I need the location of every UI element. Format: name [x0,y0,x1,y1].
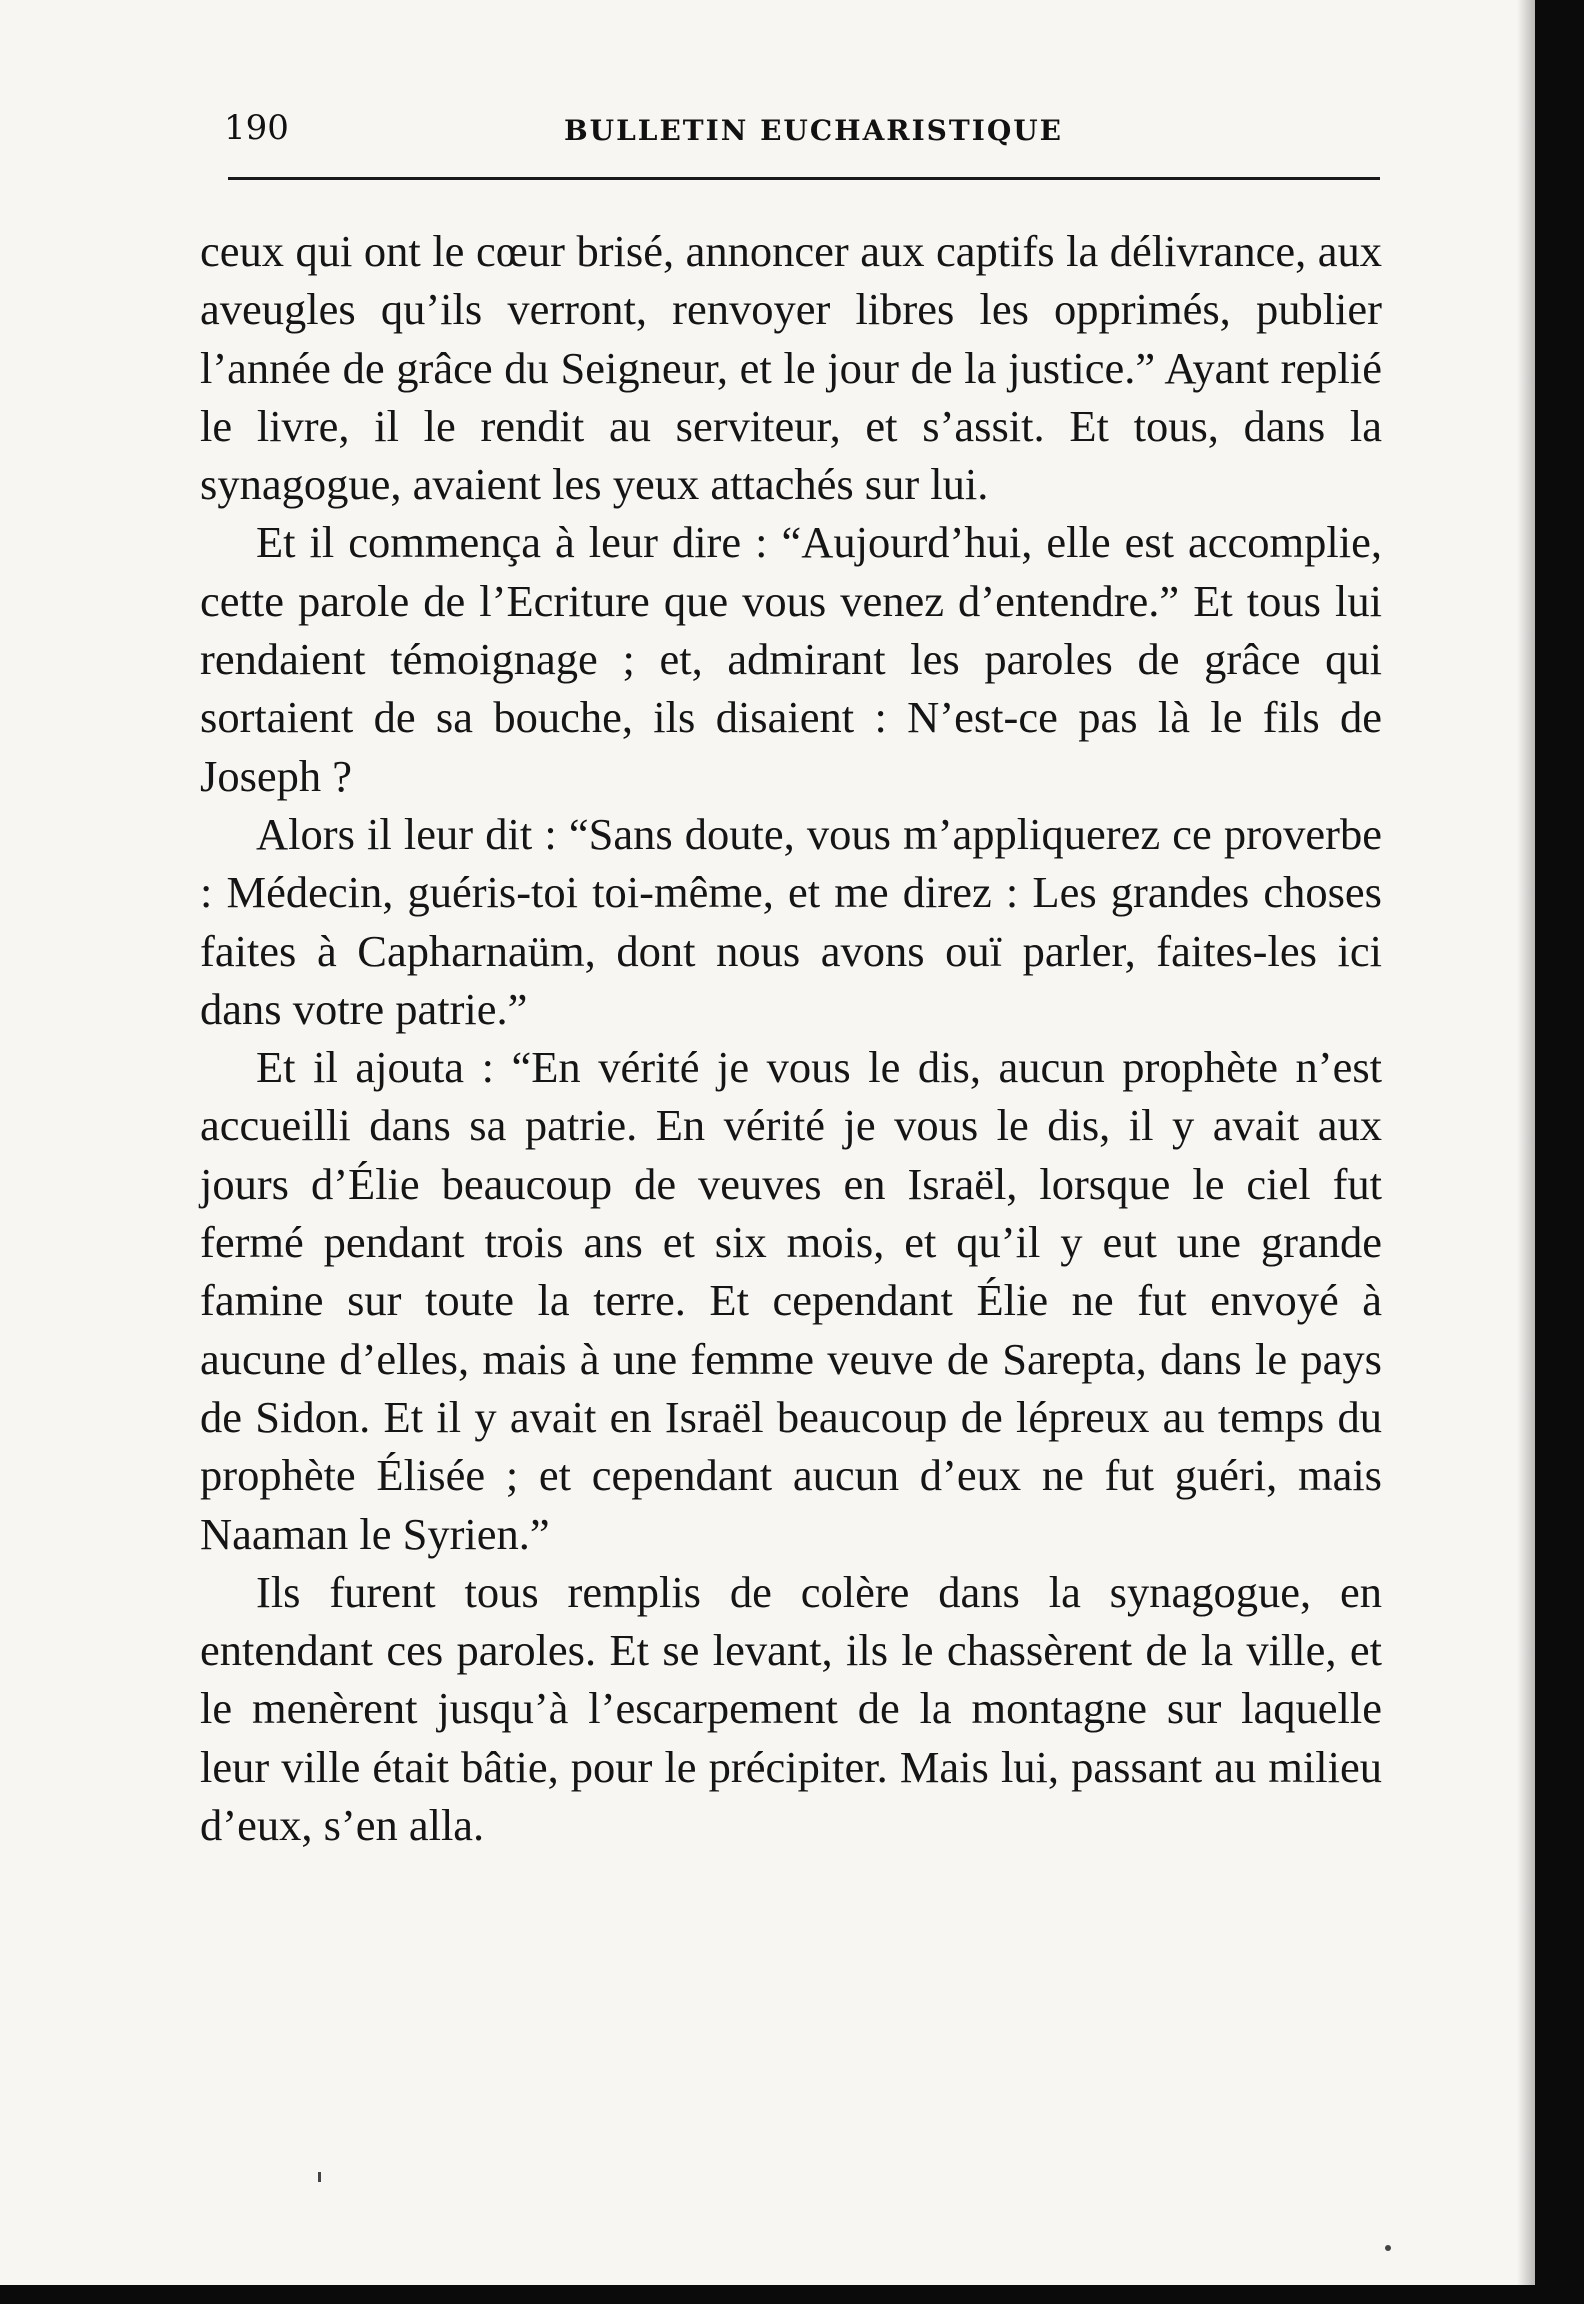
running-title: BULLETIN EUCHARISTIQUE [564,114,1063,147]
paragraph-5: Ils furent tous remplis de colère dans la synagogue, en entendant ces paroles. Et se levant, ils le chassèrent de la ville, et le menèrent jusqu’à l’escarpement de la montagne sur laquelle leur ville était bâtie, pour le précipiter. Mais lui, passant au milieu d’eux, s’en alla. [200,1566,1382,1851]
paragraph-4: Et il ajouta : “En vérité je vous le dis, aucun prophète n’est accueilli dans sa patrie. En vérité je vous le dis, il y avait aux jours d’Élie beaucoup de veuves en Israël, lorsque le ciel fut fermé pendant trois ans et six mois, et qu’il y eut une grande famine sur toute la terre. Et cependant Élie ne fut envoyé à aucune d’elles, mais à une femme veuve de Sarepta, dans le pays de Sidon. Et il y avait en Israël beaucoup de lépreux au temps du prophète Élisée ; et cependant aucun d’eux ne fut guéri, mais Naaman le Syrien.” [200,1042,1382,1559]
paragraph-3: Alors il leur dit : “Sans doute, vous m’appliquerez ce proverbe : Médecin, guéris-toi toi-même, et me direz : Les grandes choses faites à Capharnaüm, dont nous avons ouï parler, faites-les ici dans votre patrie.” [200,808,1382,1034]
paragraph-2: Et il commença à leur dire : “Aujourd’hui, elle est accomplie, cette parole de l’Ecriture que vous venez d’entendre.” Et tous lui rendaient témoignage ; et, admirant les paroles de grâce qui sortaient de sa bouche, ils disaient : N’est-ce pas là le fils de Joseph ? [200,517,1382,801]
scan-speck [318,2172,321,2182]
scan-speck [1385,2245,1391,2251]
paragraph-1: ceux qui ont le cœur brisé, annoncer aux captifs la délivrance, aux aveugles qu’ils verront, renvoyer libres les opprimés, publier l’année de grâce du Seigneur, et le jour de la justice.” Ayant replié le livre, il le rendit au serviteur, et s’assit. Et tous, dans la synagogue, avaient les yeux attachés sur lui. [200,226,1382,510]
header-rule [228,177,1380,180]
body-text [200,222,1382,1854]
page-number: 190 [224,108,289,148]
page-header [224,108,1384,168]
page-edge-shadow [1517,0,1535,2285]
